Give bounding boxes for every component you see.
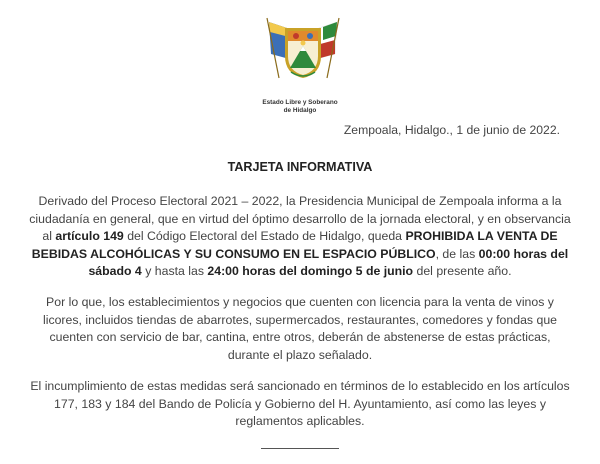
p1-text-1: Derivado del Proceso Electoral 2021 – 2022, la Presidencia Municipal de Zempoala informa a la ciudadanía en general, que en virtud del óptimo desarrollo de la jornada electoral, y en observancia al [29,194,571,244]
signature-line [261,448,339,449]
paragraph-prohibition [28,193,572,281]
p1-text-3: , de las [435,246,479,261]
p1-text-2: del Código Electoral del Estado de Hidalgo, queda [123,229,406,244]
p1-bold-end-time: 24:00 horas del domingo 5 de junio [207,264,414,279]
dateline: Zempoala, Hidalgo., 1 de junio de 2022. [343,123,560,137]
p1-bold-article: artículo 149 [55,229,124,244]
document-title: TARJETA INFORMATIVA [227,160,373,174]
paragraph-sanctions: El incumplimiento de estas medidas será sancionado en términos de lo establecido en los artículos 177, 183 y 184 del Bando de Policía y Gobierno del H. Ayuntamiento, así como las leyes y reglamentos aplicables. [30,379,570,429]
paragraph-establishments: Por lo que, los establecimientos y negocios que cuenten con licencia para la venta de vinos y licores, incluidos tiendas de abarrotes, supermercados, restaurantes, comedores y fondas que cuenten con servicio de bar, cantina, entre otros, deberán de abstenerse de estas prácticas, durante el plazo señalado. [42,295,557,362]
seal-caption-line1: Estado Libre y Soberano [262,99,338,106]
seal-caption-line2: de Hidalgo [283,107,317,114]
p1-text-5: del presente año. [413,264,512,279]
seal-caption [250,99,350,115]
p1-text-4: y hasta las [141,264,208,279]
hidalgo-coat-of-arms-icon [263,16,343,82]
p1-bold-start-time: 00:00 horas del sábado 4 [88,246,569,279]
p1-bold-prohibition: PROHIBIDA LA VENTA DE BEBIDAS ALCOHÓLICAS Y SU CONSUMO EN EL ESPACIO PÚBLICO [31,229,558,261]
